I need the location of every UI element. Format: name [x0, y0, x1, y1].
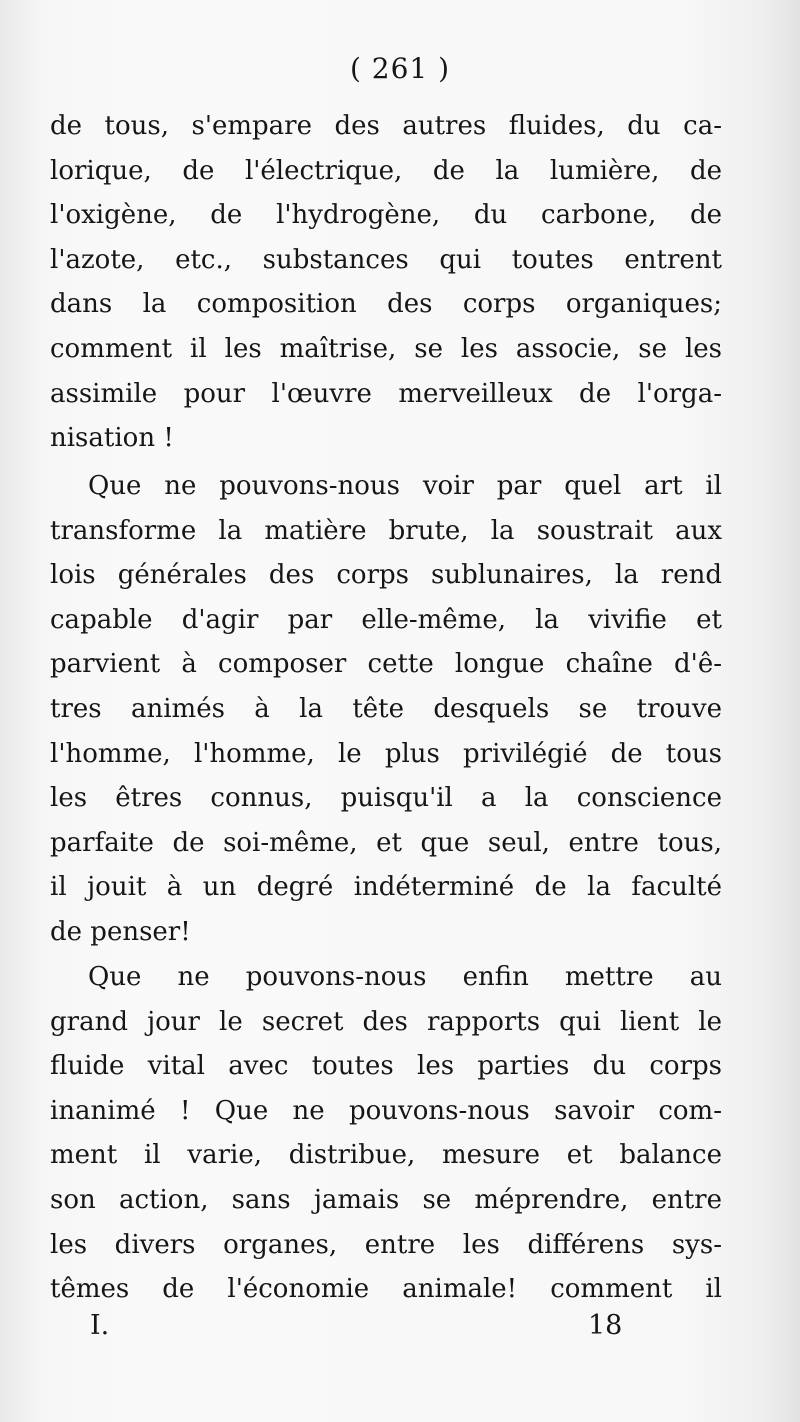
text-line: parvient à composer cette longue chaîne d'ê- [50, 649, 722, 680]
text-line: son action, sans jamais se méprendre, entre [50, 1184, 722, 1215]
text-line: grand jour le secret des rapports qui lient le [50, 1006, 722, 1037]
text-line: tres animés à la tête desquels se trouve [50, 693, 722, 724]
text-line: nisation ! [50, 423, 174, 454]
sheet-number: 18 [588, 1310, 623, 1341]
paragraph-3 [50, 955, 722, 1312]
text-line: inanimé ! Que ne pouvons-nous savoir com- [50, 1095, 722, 1126]
text-line: fluide vital avec toutes les parties du corps [50, 1051, 722, 1082]
text-line: l'oxigène, de l'hydrogène, du carbone, de [50, 200, 722, 231]
text-line: lorique, de l'électrique, de la lumière, de [50, 155, 722, 186]
text-line: l'homme, l'homme, le plus privilégié de tous [50, 738, 722, 769]
paragraph-2 [50, 464, 722, 955]
text-line: comment il les maîtrise, se les associe, se les [50, 333, 722, 364]
text-line: transforme la matière brute, la soustrait aux [50, 515, 722, 546]
text-line: les divers organes, entre les différens sys- [50, 1229, 722, 1260]
text-line: de penser! [50, 916, 191, 947]
text-line: capable d'agir par elle-même, la vivifie et [50, 604, 722, 635]
text-line: il jouit à un degré indéterminé de la faculté [50, 872, 722, 903]
text-line: dans la composition des corps organiques; [50, 289, 722, 320]
text-line: Que ne pouvons-nous enfin mettre au [88, 962, 722, 992]
text-line: ment il varie, distribue, mesure et balance [50, 1140, 722, 1171]
text-line: les êtres connus, puisqu'il a la conscience [50, 783, 722, 814]
text-line: lois générales des corps sublunaires, la rend [50, 560, 722, 591]
page-number: ( 261 ) [349, 52, 451, 85]
text-line: assimile pour l'œuvre merveilleux de l'orga- [50, 378, 722, 409]
text-line: de tous, s'empare des autres fluides, du ca- [50, 111, 722, 141]
text-line: l'azote, etc., substances qui toutes entrent [50, 244, 722, 275]
text-line: Que ne pouvons-nous voir par quel art il [88, 471, 722, 501]
signature-mark: I. [90, 1310, 110, 1341]
text-line: parfaite de soi-même, et que seul, entre tous, [50, 827, 722, 858]
paragraph-1 [50, 104, 722, 461]
text-line: têmes de l'économie animale! comment il [50, 1274, 722, 1305]
